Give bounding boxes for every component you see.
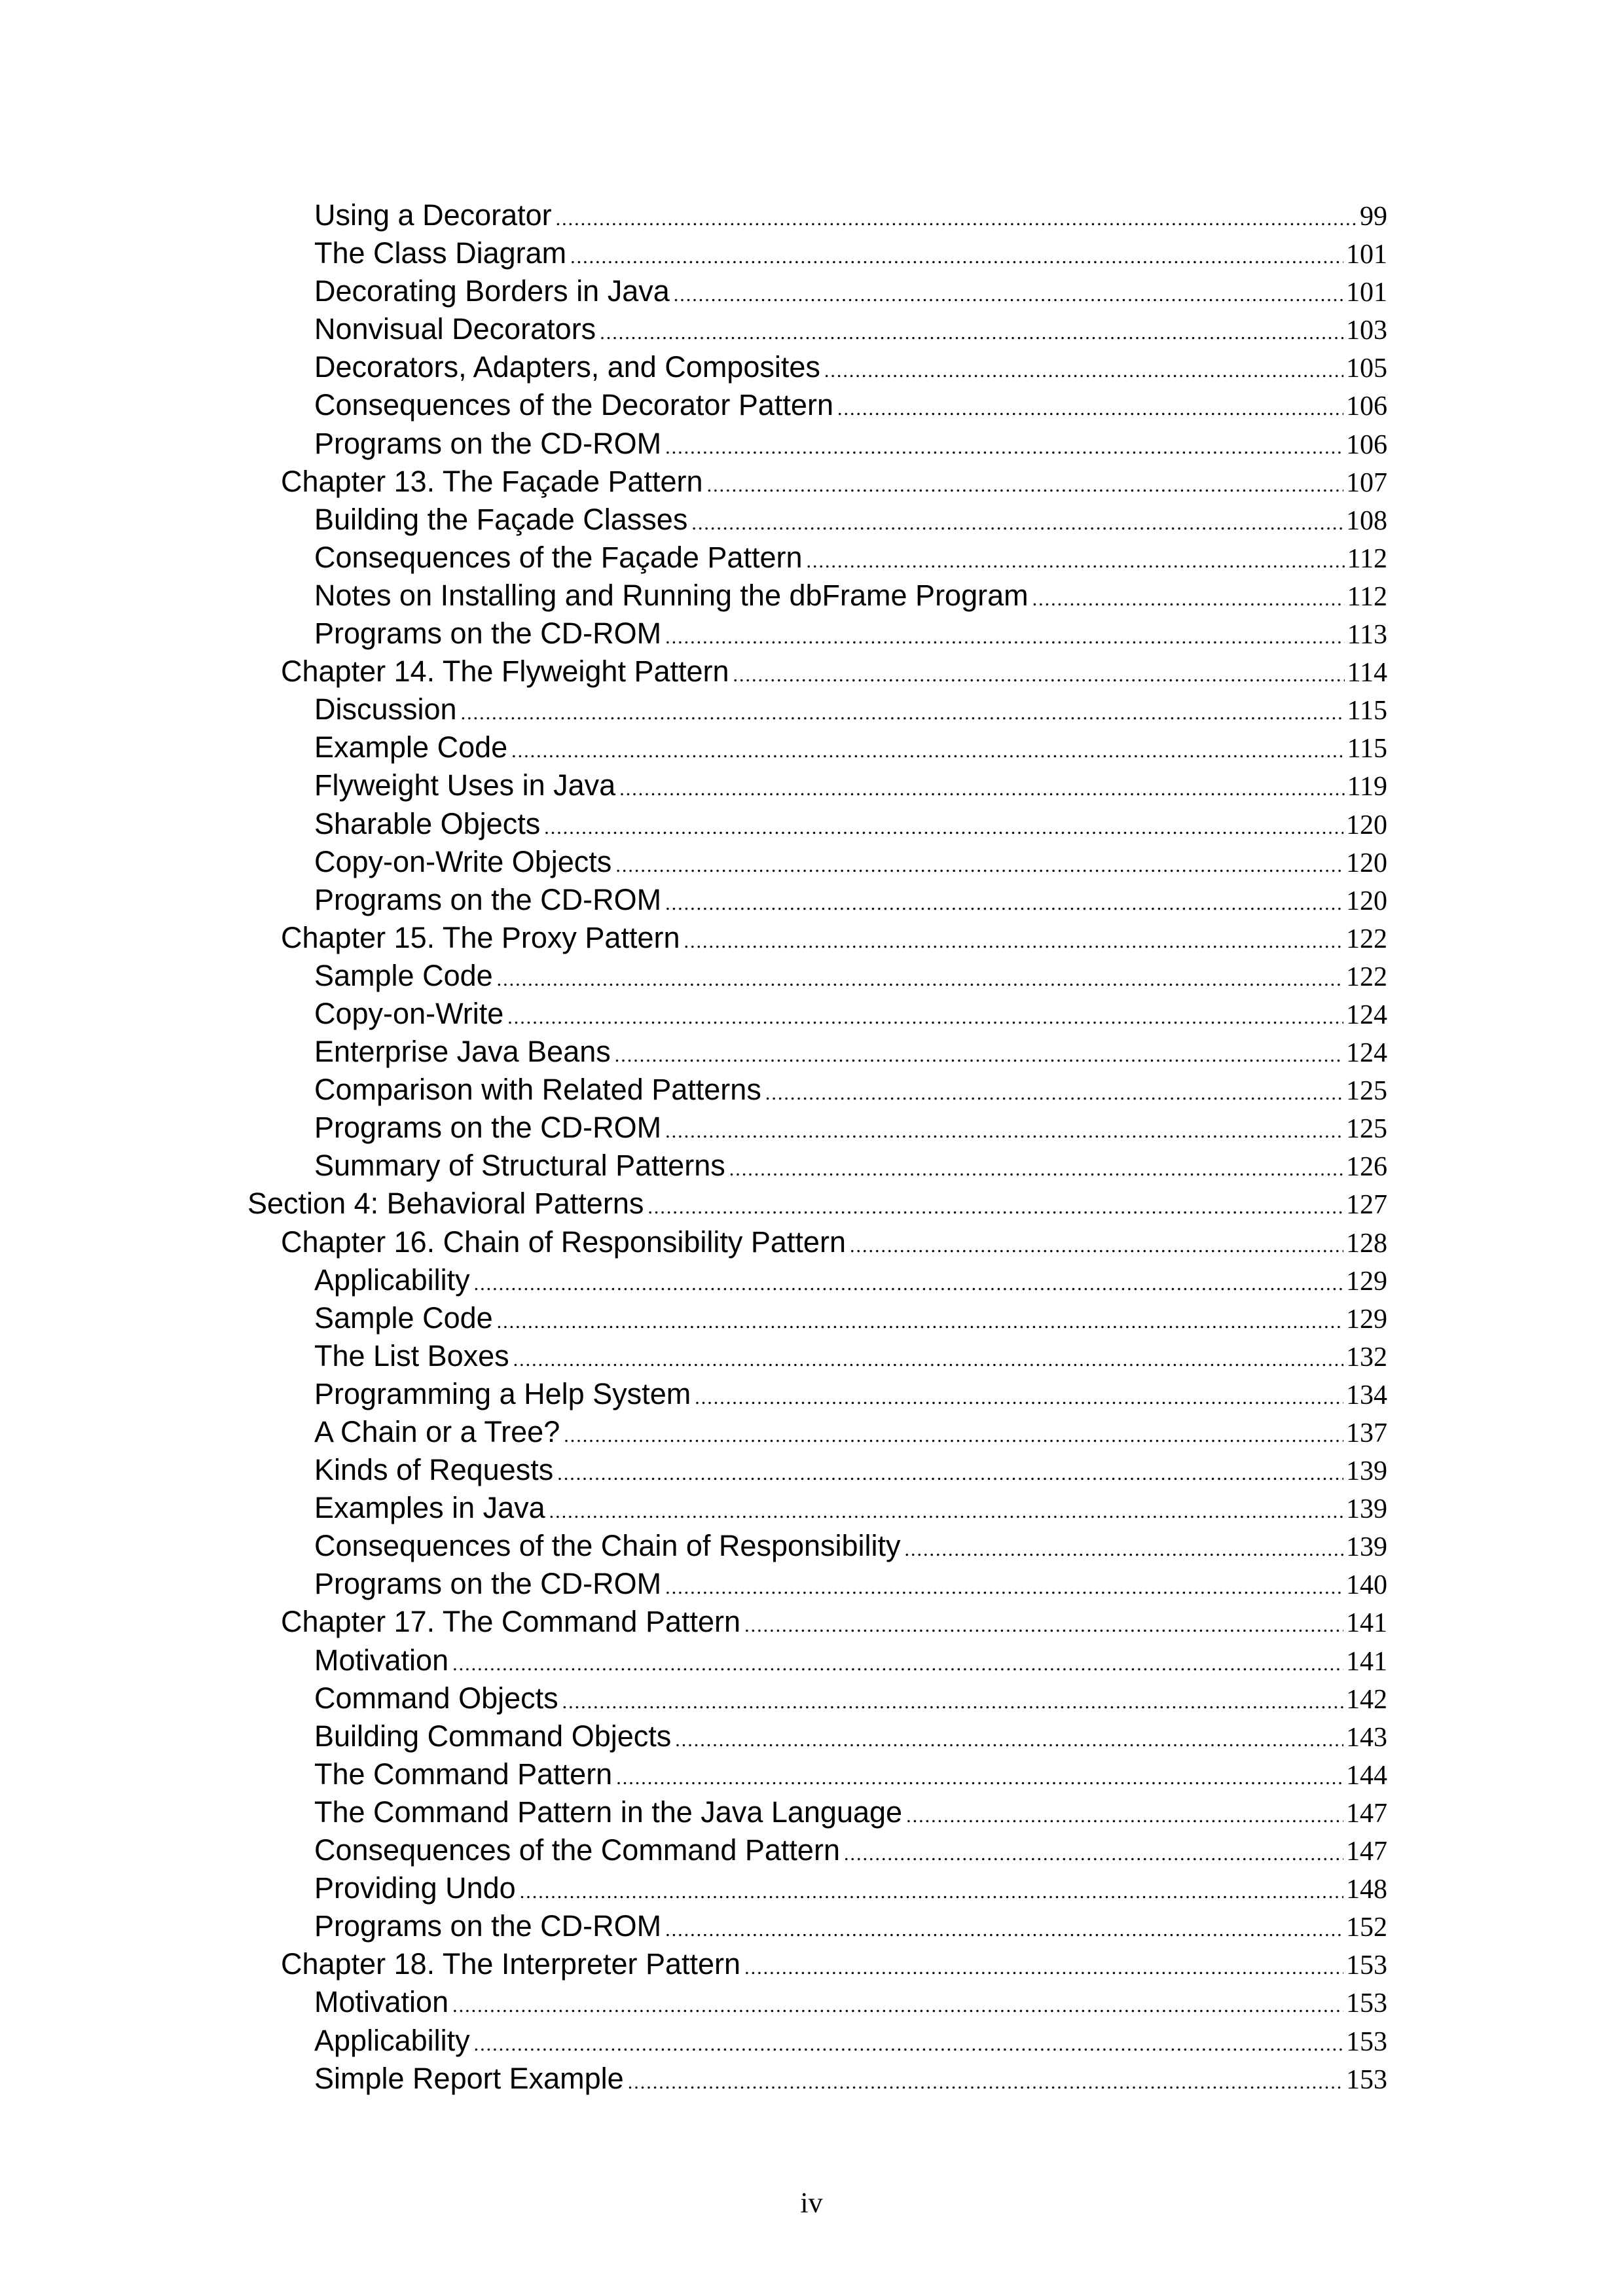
- toc-entry-page-number: 124: [1346, 999, 1387, 1030]
- toc-subsection-entry[interactable]: [247, 2060, 1387, 2098]
- toc-entry-page-number: 115: [1347, 696, 1387, 726]
- toc-chapter-entry[interactable]: [247, 1945, 1387, 1983]
- toc-dot-leader: [628, 2064, 1343, 2098]
- toc-section-entry[interactable]: [247, 1185, 1387, 1223]
- toc-entry-page-number: 134: [1346, 1380, 1387, 1410]
- toc-chapter-entry[interactable]: [247, 463, 1387, 501]
- toc-entry-page-number: 124: [1346, 1038, 1387, 1069]
- toc-subsection-entry[interactable]: [247, 577, 1387, 615]
- toc-entry-title: The Class Diagram: [314, 236, 567, 270]
- toc-entry-page-number: 153: [1346, 2026, 1387, 2057]
- toc-dot-leader: [544, 809, 1343, 843]
- toc-entry-title: Programming a Help System: [314, 1376, 691, 1410]
- toc-subsection-entry[interactable]: [247, 728, 1387, 766]
- toc-entry-title: Chapter 18. The Interpreter Pattern: [281, 1947, 741, 1981]
- toc-dot-leader: [665, 1911, 1343, 1945]
- toc-entry-page-number: 120: [1346, 810, 1387, 840]
- toc-entry-page-number: 142: [1346, 1684, 1387, 1715]
- toc-entry-page-number: 153: [1346, 1988, 1387, 2019]
- toc-entry-title: Using a Decorator: [314, 198, 552, 232]
- toc-subsection-entry[interactable]: [247, 1147, 1387, 1185]
- toc-subsection-entry[interactable]: [247, 1717, 1387, 1755]
- toc-entry-page-number: 113: [1347, 620, 1387, 651]
- toc-subsection-entry[interactable]: [247, 539, 1387, 577]
- toc-dot-leader: [665, 1569, 1343, 1603]
- toc-dot-leader: [665, 619, 1344, 653]
- toc-entry-page-number: 125: [1346, 1114, 1387, 1145]
- toc-dot-leader: [615, 847, 1343, 881]
- toc-subsection-entry[interactable]: [247, 766, 1387, 804]
- toc-entry-title: Enterprise Java Beans: [314, 1035, 611, 1069]
- toc-dot-leader: [729, 1151, 1343, 1185]
- toc-entry-page-number: 129: [1346, 1266, 1387, 1297]
- toc-subsection-entry[interactable]: [247, 1679, 1387, 1717]
- toc-chapter-entry[interactable]: [247, 919, 1387, 957]
- toc-dot-leader: [616, 1759, 1343, 1793]
- toc-entry-page-number: 101: [1346, 278, 1387, 308]
- toc-entry-title: A Chain or a Tree?: [314, 1415, 560, 1448]
- toc-entry-title: Consequences of the Chain of Responsibility: [314, 1529, 901, 1563]
- toc-subsection-entry[interactable]: [247, 1831, 1387, 1869]
- toc-entry-title: Motivation: [314, 1643, 449, 1677]
- toc-entry-page-number: 112: [1347, 543, 1387, 574]
- toc-entry-page-number: 128: [1346, 1228, 1387, 1259]
- toc-dot-leader: [600, 314, 1343, 348]
- toc-dot-leader: [850, 1227, 1343, 1261]
- toc-entry-title: The Command Pattern in the Java Language: [314, 1795, 903, 1829]
- toc-entry-page-number: 129: [1346, 1304, 1387, 1335]
- toc-subsection-entry[interactable]: [247, 691, 1387, 728]
- toc-entry-title: Copy-on-Write Objects: [314, 844, 612, 878]
- toc-entry-page-number: 106: [1346, 391, 1387, 422]
- toc-dot-leader: [675, 1721, 1343, 1755]
- toc-entry-page-number: 127: [1346, 1190, 1387, 1221]
- toc-entry-title: Discussion: [314, 692, 457, 726]
- toc-entry-title: Decorating Borders in Java: [314, 274, 670, 308]
- toc-entry-title: Comparison with Related Patterns: [314, 1073, 761, 1107]
- toc-dot-leader: [733, 656, 1345, 691]
- toc-entry-title: Sample Code: [314, 958, 493, 992]
- toc-entry-page-number: 147: [1346, 1798, 1387, 1829]
- toc-subsection-entry[interactable]: [247, 348, 1387, 386]
- toc-entry-page-number: 153: [1346, 1950, 1387, 1981]
- toc-entry-title: Chapter 17. The Command Pattern: [281, 1605, 741, 1639]
- toc-subsection-entry[interactable]: [247, 1337, 1387, 1375]
- toc-entry-title: Chapter 14. The Flyweight Pattern: [281, 655, 729, 689]
- toc-dot-leader: [707, 467, 1343, 501]
- toc-dot-leader: [461, 694, 1345, 728]
- toc-dot-leader: [906, 1797, 1343, 1831]
- toc-entry-title: Consequences of the Decorator Pattern: [314, 388, 833, 422]
- toc-entry-title: Decorators, Adapters, and Composites: [314, 350, 820, 384]
- toc-entry-title: Providing Undo: [314, 1871, 516, 1905]
- toc-subsection-entry[interactable]: [247, 1489, 1387, 1527]
- toc-subsection-entry[interactable]: [247, 1641, 1387, 1679]
- toc-entry-title: The List Boxes: [314, 1338, 509, 1372]
- toc-dot-leader: [807, 543, 1345, 577]
- toc-entry-title: Consequences of the Command Pattern: [314, 1833, 840, 1867]
- toc-subsection-entry[interactable]: [247, 1793, 1387, 1831]
- toc-entry-page-number: 144: [1346, 1760, 1387, 1791]
- toc-entry-page-number: 139: [1346, 1532, 1387, 1563]
- toc-subsection-entry[interactable]: [247, 1071, 1387, 1109]
- toc-dot-leader: [570, 238, 1343, 272]
- toc-entry-title: Consequences of the Façade Pattern: [314, 540, 803, 574]
- toc-entry-page-number: 114: [1347, 658, 1387, 689]
- toc-entry-title: Copy-on-Write: [314, 996, 504, 1030]
- toc-dot-leader: [474, 1265, 1343, 1299]
- toc-entry-page-number: 99: [1360, 202, 1387, 232]
- toc-dot-leader: [691, 505, 1343, 539]
- toc-entry-page-number: 122: [1346, 924, 1387, 954]
- toc-dot-leader: [619, 770, 1344, 804]
- toc-entry-title: Programs on the CD-ROM: [314, 617, 662, 651]
- toc-subsection-entry[interactable]: [247, 234, 1387, 272]
- toc-entry-title: Flyweight Uses in Java: [314, 768, 616, 802]
- toc-subsection-entry[interactable]: [247, 386, 1387, 424]
- toc-dot-leader: [615, 1037, 1343, 1071]
- toc-chapter-entry[interactable]: [247, 1223, 1387, 1261]
- toc-dot-leader: [844, 1835, 1343, 1869]
- toc-dot-leader: [452, 1645, 1343, 1679]
- toc-entry-page-number: 153: [1346, 2064, 1387, 2095]
- toc-dot-leader: [744, 1949, 1343, 1983]
- toc-entry-page-number: 141: [1346, 1608, 1387, 1639]
- toc-subsection-entry[interactable]: [247, 1375, 1387, 1413]
- toc-subsection-entry[interactable]: [247, 501, 1387, 539]
- toc-dot-leader: [765, 1075, 1343, 1109]
- toc-entry-title: Summary of Structural Patterns: [314, 1149, 725, 1183]
- toc-dot-leader: [684, 923, 1344, 957]
- toc-dot-leader: [497, 1303, 1343, 1337]
- toc-entry-page-number: 137: [1346, 1418, 1387, 1448]
- toc-subsection-entry[interactable]: [247, 1033, 1387, 1071]
- toc-entry-title: Programs on the CD-ROM: [314, 882, 662, 916]
- toc-dot-leader: [1032, 581, 1345, 615]
- toc-dot-leader: [665, 1113, 1343, 1147]
- toc-subsection-entry[interactable]: [247, 1261, 1387, 1299]
- toc-dot-leader: [824, 352, 1343, 386]
- table-of-contents: [247, 196, 1387, 2098]
- toc-subsection-entry[interactable]: [247, 425, 1387, 463]
- toc-subsection-entry[interactable]: [247, 2022, 1387, 2060]
- toc-entry-title: Kinds of Requests: [314, 1453, 554, 1487]
- toc-entry-page-number: 105: [1346, 353, 1387, 384]
- toc-chapter-entry[interactable]: [247, 653, 1387, 691]
- toc-entry-page-number: 119: [1347, 772, 1387, 802]
- toc-dot-leader: [556, 200, 1357, 234]
- footer-page-number: iv: [800, 2187, 823, 2219]
- toc-dot-leader: [511, 732, 1344, 766]
- toc-dot-leader: [507, 999, 1343, 1033]
- toc-entry-title: Building the Façade Classes: [314, 502, 688, 536]
- toc-entry-title: Examples in Java: [314, 1491, 545, 1525]
- toc-dot-leader: [744, 1607, 1343, 1641]
- toc-entry-title: Chapter 13. The Façade Pattern: [281, 464, 703, 498]
- toc-dot-leader: [549, 1493, 1343, 1527]
- toc-entry-page-number: 139: [1346, 1494, 1387, 1525]
- toc-chapter-entry[interactable]: [247, 1603, 1387, 1641]
- toc-dot-leader: [513, 1341, 1343, 1375]
- toc-entry-title: Nonvisual Decorators: [314, 312, 596, 346]
- toc-subsection-entry[interactable]: [247, 843, 1387, 881]
- toc-subsection-entry[interactable]: [247, 881, 1387, 919]
- toc-entry-title: Applicability: [314, 2023, 470, 2057]
- toc-subsection-entry[interactable]: [247, 957, 1387, 995]
- toc-entry-page-number: 108: [1346, 505, 1387, 536]
- toc-entry-title: Programs on the CD-ROM: [314, 426, 662, 460]
- toc-entry-title: Simple Report Example: [314, 2061, 624, 2095]
- toc-entry-page-number: 125: [1346, 1076, 1387, 1107]
- toc-entry-page-number: 120: [1346, 848, 1387, 878]
- toc-entry-page-number: 152: [1346, 1912, 1387, 1943]
- toc-entry-title: Motivation: [314, 1985, 449, 2019]
- toc-dot-leader: [674, 276, 1343, 310]
- toc-dot-leader: [665, 885, 1343, 919]
- toc-dot-leader: [647, 1189, 1343, 1223]
- toc-entry-page-number: 120: [1346, 886, 1387, 916]
- toc-entry-page-number: 103: [1346, 315, 1387, 346]
- toc-entry-title: Chapter 16. Chain of Responsibility Pattern: [281, 1225, 846, 1259]
- toc-subsection-entry[interactable]: [247, 615, 1387, 653]
- toc-entry-title: Chapter 15. The Proxy Pattern: [281, 920, 680, 954]
- toc-entry-page-number: 148: [1346, 1874, 1387, 1905]
- toc-entry-page-number: 107: [1346, 467, 1387, 498]
- toc-entry-title: Programs on the CD-ROM: [314, 1567, 662, 1601]
- toc-subsection-entry[interactable]: [247, 1907, 1387, 1945]
- toc-entry-title: Example Code: [314, 730, 508, 764]
- toc-entry-title: Command Objects: [314, 1681, 558, 1715]
- toc-dot-leader: [452, 1987, 1343, 2021]
- toc-entry-title: Notes on Installing and Running the dbFrame Program: [314, 578, 1029, 612]
- toc-entry-page-number: 112: [1347, 581, 1387, 612]
- toc-entry-title: Applicability: [314, 1263, 470, 1297]
- toc-entry-page-number: 115: [1347, 734, 1387, 764]
- toc-dot-leader: [695, 1379, 1343, 1413]
- toc-entry-title: Sharable Objects: [314, 806, 541, 840]
- toc-entry-title: Section 4: Behavioral Patterns: [247, 1187, 644, 1221]
- toc-entry-title: Programs on the CD-ROM: [314, 1111, 662, 1145]
- toc-subsection-entry[interactable]: [247, 310, 1387, 348]
- toc-subsection-entry[interactable]: [247, 1413, 1387, 1451]
- toc-entry-page-number: 147: [1346, 1837, 1387, 1867]
- toc-entry-page-number: 122: [1346, 961, 1387, 992]
- toc-subsection-entry[interactable]: [247, 1565, 1387, 1603]
- toc-subsection-entry[interactable]: [247, 1451, 1387, 1489]
- toc-dot-leader: [474, 2026, 1343, 2060]
- toc-entry-page-number: 141: [1346, 1646, 1387, 1677]
- toc-entry-page-number: 139: [1346, 1456, 1387, 1487]
- toc-entry-page-number: 126: [1346, 1152, 1387, 1183]
- toc-subsection-entry[interactable]: [247, 272, 1387, 310]
- toc-dot-leader: [665, 429, 1343, 463]
- toc-entry-title: Programs on the CD-ROM: [314, 1909, 662, 1943]
- toc-subsection-entry[interactable]: [247, 1299, 1387, 1337]
- toc-entry-page-number: 101: [1346, 240, 1387, 270]
- toc-dot-leader: [520, 1873, 1343, 1907]
- toc-subsection-entry[interactable]: [247, 995, 1387, 1033]
- toc-dot-leader: [564, 1417, 1343, 1451]
- toc-entry-page-number: 132: [1346, 1342, 1387, 1372]
- toc-entry-page-number: 143: [1346, 1722, 1387, 1753]
- toc-dot-leader: [837, 390, 1343, 424]
- toc-subsection-entry[interactable]: [247, 1527, 1387, 1565]
- toc-dot-leader: [557, 1455, 1343, 1489]
- toc-entry-page-number: 106: [1346, 429, 1387, 460]
- toc-subsection-entry[interactable]: [247, 196, 1387, 234]
- toc-subsection-entry[interactable]: [247, 1869, 1387, 1907]
- toc-entry-title: Sample Code: [314, 1300, 493, 1335]
- toc-entry-title: The Command Pattern: [314, 1757, 613, 1791]
- toc-subsection-entry[interactable]: [247, 1109, 1387, 1147]
- toc-dot-leader: [497, 961, 1343, 995]
- toc-entry-page-number: 140: [1346, 1570, 1387, 1601]
- toc-dot-leader: [562, 1683, 1343, 1717]
- toc-dot-leader: [905, 1531, 1343, 1565]
- toc-subsection-entry[interactable]: [247, 805, 1387, 843]
- toc-entry-title: Building Command Objects: [314, 1719, 672, 1753]
- toc-subsection-entry[interactable]: [247, 1755, 1387, 1793]
- toc-subsection-entry[interactable]: [247, 1983, 1387, 2021]
